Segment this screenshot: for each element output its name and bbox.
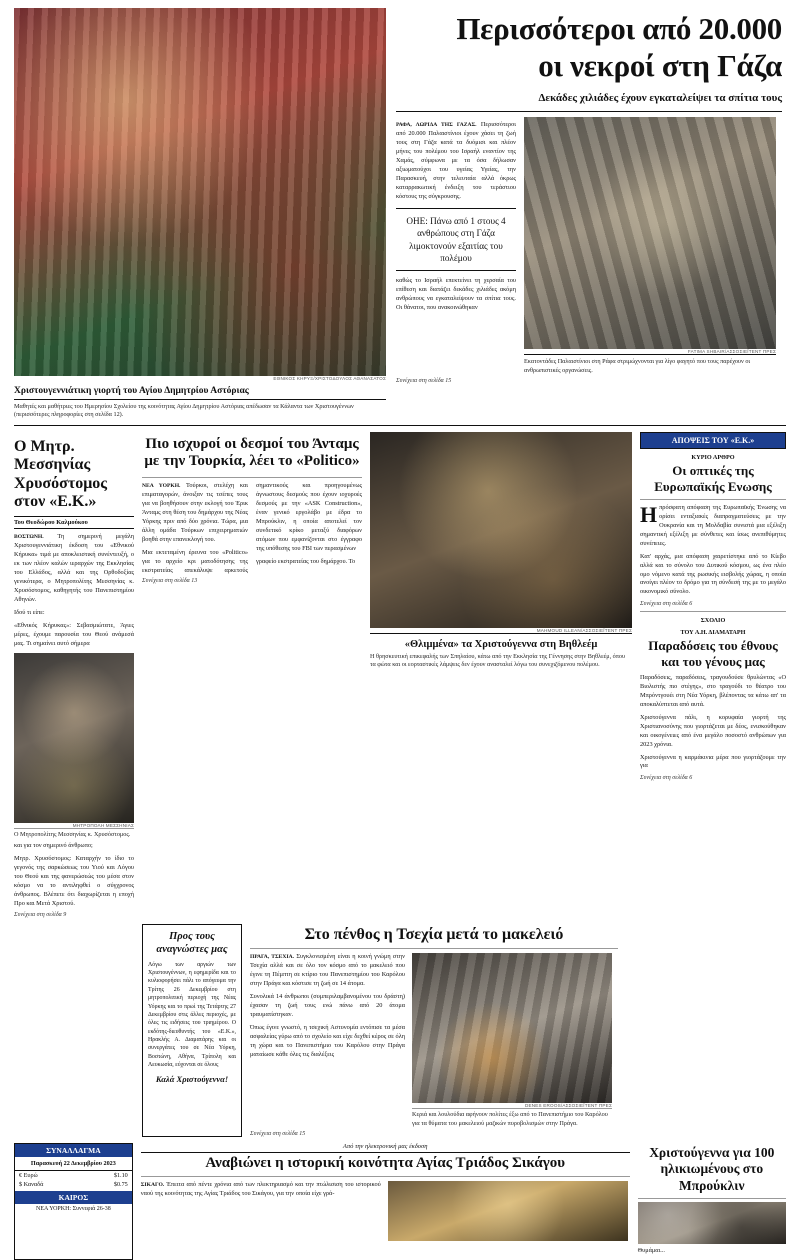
lead-subheadline: Δεκάδες χιλιάδες έχουν εγκαταλείψει τα σπίτια τους bbox=[538, 92, 782, 105]
brooklyn-photo bbox=[638, 1202, 786, 1244]
weather-text: ΝΕΑ ΥΟΡΚΗ: Συννεφιά 26-38 bbox=[36, 1206, 111, 1213]
editorial-body: Ηπρόσφατη απόφαση της Ευρωπαϊκής Ένωσης να ορίσει ενταξιακές διαπραγματεύσεις με την Ουκρανία και τη Μολδαβία συνιστά μια εξέλιξη σημαντική εξέλιξη με σύνθετες και ίσως ανεπιθύμητες συνέπειες. bbox=[640, 501, 786, 547]
lead-headline-line2: οι νεκροί στη Γάζα bbox=[538, 48, 782, 84]
prague-photo-column bbox=[412, 953, 612, 1128]
commentary-byline: ΤΟΥ Α.Η. ΔΙΑΜΑΤΑΡΗ bbox=[680, 629, 746, 637]
sikago-headline: Αναβιώνει η ιστορική κοινότητα Αγίας Τριάδος Σικάγου bbox=[205, 1155, 565, 1172]
interview-article bbox=[14, 432, 134, 919]
lead-body-1: Περισσότεροι από 20.000 Παλαιστίνιοι έχουν χάσει τη ζωή τους στη Γάζα κατά τα δυόμισι και πλέον μήνες του πολέμου του Ισραήλ εναντίον της Χαμάς, σύμφωνα με τα όσα δήλωσαν αξιωματούχοι του υγείας Υγείας, την Παρασκευή, στην τελευταία αλλά όκρως καταρρακωτική ένδειξη του τεράστιου κόστους της σύγκρουσης. bbox=[396, 121, 516, 200]
sikago-kicker: Από την ηλεκτρονική μας έκδοση bbox=[342, 1143, 428, 1151]
christmas-headline: Χριστουγεννιάτικη γιορτή του Αγίου Δημητρίου Αστόριας bbox=[14, 386, 249, 396]
christmas-photo-credit: ΕΘΝΙΚΟΣ ΚΗΡΥΞ/ΧΡΙΣΤΟΔΟΥΛΟΣ ΑΘΑΝΑΣΑΤΟΣ bbox=[273, 376, 386, 381]
sikago-photo-column bbox=[388, 1181, 628, 1241]
bethlehem-headline: «Θλιμμένα» τα Χριστούγεννα στη Βηθλεέμ bbox=[404, 638, 598, 650]
adams-body-2: Μια εκτεταμένη έρευνα του «Politico» για το αρχείο κρι ματοδότησης της εκστρατείας απεκάλυψε αρκετούς σημαντικούς και προηγουμένως άγνωστους δεσμούς που έχουν ιοχυροές δεσμούς με την «ASK Construction», έναν γενικό εργολάβο με έδρα το Μπρούκλιν, η οποία αποτελεί τον συνδετικό κρίκο μεταξύ διαφόρων ατόμων που εμφανίζονται στο έγγραφο της υπόθεσης του FBI των περασμένων bbox=[142, 482, 362, 574]
adams-headline: Πιο ισχυροί οι δεσμοί του Άνταμς με την Τουρκία, λέει το «Politico» bbox=[144, 435, 360, 470]
christmas-story-block bbox=[14, 8, 386, 420]
interview-body-3: «Εθνικός Κήρυκας»: Σεβασμιώτατε, Άγιες μέρες, έχουμε παρουσία του Θεού ανάμεσά μας. Τι σημαίνει αυτό σήμερα bbox=[14, 621, 134, 647]
bethlehem-photo-credit: MAHMOUD ILLEAN/ΑΣΣΟΣΙΕΪΤΕΝΤ ΠΡΕΣ bbox=[536, 627, 632, 633]
interview-body-5: Μητρ. Χρυσόστομος: Καταρχήν το ίδιο το γεγονός της σαρκώσεως του Υιού και Λόγου του Θεού και της φανερώσεώς του μέσα στον κόσμο να το αντιληφθεί ο σύγχρονος άνθρωπος. Βλέπετε ότι διαχωρίζεται η εποχή Προ και Μετά Χριστού. bbox=[14, 854, 134, 907]
brooklyn-article bbox=[638, 1143, 786, 1260]
sikago-text-column bbox=[141, 1181, 381, 1241]
opinions-bar-label: ΑΠΟΨΕΙΣ ΤΟΥ «Ε.Κ.» bbox=[641, 433, 785, 449]
christmas-caption: Μαθητές και μαθήτριες του Ημερησίου Σχολείου της κοινότητας Αγίου Δημητρίου Αστόριας απέδωσαν τα Κάλαντα των Χριστουγέννων (περισσότερες πληροφορίες στη σελίδα 12). bbox=[14, 403, 354, 419]
adams-body: Τούρκοι, στελέχη και επιματαγορών, άνοιξαν τις τσέπες τους για να βοηθήσουν στην εκλογή του Έρικ Άνταμς στη θέση του δημάρχου της Νέας Υόρκης πριν από δύο χρόνια. Τώρα, μια άλλη ομάδα Τούρκων επιχειρηματιών βοηθά στην επανεκλογή του. bbox=[142, 482, 249, 543]
prague-body: Συγκλονισμένη είναι η κοινή γνώμη στην Τσεχία αλλά και σε όλο τον κόσμο από το μακελειό που έγινε τη Πέμπτη σε κτίριο του Πανεπιστημίου του Καρόλου στην Πράγα και κόστισε τη ζωή σε 14 άτομα. bbox=[250, 953, 405, 988]
brooklyn-headline: Χριστούγεννα για 100 ηλικιωμένους στο Μπρούκλιν bbox=[649, 1145, 775, 1193]
opinion-box bbox=[640, 432, 786, 450]
interview-continued[interactable]: Συνέχεια στη σελίδα 9 bbox=[14, 912, 67, 919]
prague-memorial-photo bbox=[412, 953, 612, 1103]
sikago-body: Έπειτα από πέντε χρόνια από των πλεκτηριασμό και την πτώλισιση του ιστορικού ναού της κοινότητας της Αγίας Τριάδος του Σικάγου, για την οποία είχε γρά- bbox=[140, 1181, 381, 1198]
currency-label: $ Καναδά bbox=[19, 1181, 44, 1189]
top-section bbox=[14, 8, 786, 420]
interview-dateline: ΒΟΣΤΩΝΗ. bbox=[14, 534, 44, 541]
bethlehem-article bbox=[370, 432, 632, 919]
lead-text-column bbox=[396, 117, 516, 375]
editorial-continued[interactable]: Συνέχεια στη σελίδα 6 bbox=[640, 601, 693, 608]
currency-bar-label: ΣΥΝΑΛΛΑΓΜΑ bbox=[15, 1144, 132, 1157]
sikago-article bbox=[141, 1143, 630, 1260]
gaza-aid-photo bbox=[524, 117, 776, 349]
currency-box bbox=[14, 1143, 133, 1260]
adams-body-3: γραφείο εκστρατείας του δημάρχου. Το bbox=[256, 557, 356, 565]
prague-photo-credit: DENES EROOS/ΑΣΣΟΣΙΕΪΤΕΝΤ ΠΡΕΣ bbox=[524, 1103, 612, 1109]
editorial-kicker: ΚΥΡΙΟ ΑΡΘΡΟ bbox=[691, 454, 735, 462]
section-divider bbox=[14, 425, 786, 426]
lead-photo-column bbox=[524, 117, 776, 375]
weather-bar-label: ΚΑΙΡΟΣ bbox=[15, 1191, 132, 1204]
divider bbox=[14, 399, 386, 400]
commentary-kicker: ΣΧΟΛΙΟ bbox=[700, 617, 726, 625]
christmas-celebration-photo bbox=[14, 8, 386, 376]
prague-photo-caption: Κεριά και λουλούδια αφήνουν πολίτες έξω από το Πανεπιστήμιο του Καρόλου για τα θύματα του μακελειού μαζικών πυροβολισμών στην Πράγα. bbox=[412, 1111, 608, 1127]
divider bbox=[524, 354, 776, 355]
currency-label: € Ευρώ bbox=[19, 1172, 38, 1180]
spacer-left bbox=[14, 924, 134, 1137]
interview-headline: Ο Μητρ. Μεσσηνίας Χρυσόστομος στον «Ε.Κ.» bbox=[14, 437, 108, 510]
lead-continued[interactable]: Συνέχεια στη σελίδα 15 bbox=[396, 378, 452, 385]
readers-notice-box bbox=[142, 924, 242, 1137]
brooklyn-body: Θυμάμαι... bbox=[637, 1246, 666, 1254]
gaza-photo-caption: Εκατοντάδες Παλαιστίνιοι στη Ράφα στριμώχνονται για λίγο φαγητό που τους παρέχουν οι ανθρωπιστικές οργανώσεις. bbox=[524, 358, 751, 374]
currency-row bbox=[15, 1180, 132, 1189]
prague-body-2: Συνολικά 14 άνθρωποι (συμπεριλαμβανομένου του δράστη) έχασαν τη ζωή τους ενώ πάνω από 20 άτομα τραυματίστηκαν. bbox=[250, 993, 405, 1019]
bethlehem-church-photo bbox=[370, 432, 632, 628]
commentary-body-2: Χριστούγεννα πάλι, η κορυφαία γιορτή της Χριστιανοσύνης που γιορτάζεται με δέος, ενισκούθηκαν και οικογένειες από ένα μεγάλο ποσοστό ανθρώπων για 2023 χρόνια. bbox=[640, 713, 786, 748]
interview-body-2: Ιδού τι είπε: bbox=[14, 608, 45, 616]
bottom-section bbox=[14, 1143, 786, 1260]
interview-body-4: και για τον σημερινό άνθρωπο; bbox=[14, 841, 93, 849]
commentary-body-3: Χριστούγεννα η καρμάκινια μέρα που γιορτάζουμε την για bbox=[640, 753, 786, 770]
lead-story-block bbox=[396, 8, 782, 420]
lead-body-2: καθώς το Ισραήλ επεκτείνει τη χερσαία του επίθεση και διατάζει δεκάδες χιλιάδες ακόμη ανθρώπους να εγκαταλείψουν τα σπίτια τους. Οι θάνατοι, που ανακοινώθηκαν bbox=[396, 277, 516, 312]
bishop-photo-caption: Ο Μητροπολίτης Μεσσηνίας κ. Χρυσόστομος. bbox=[14, 830, 131, 838]
bethlehem-caption: Η θρησκευτική επικεφαλής των Σπηλαίου, κάτω από την Εκκλησία της Γέννησης στην Βηθλεέμ, όπου τα φώτα και οι εορταστικές λάμψεις δεν έχουν ανασταλεί λόγω του συνεχιζόμενου πολέμου. bbox=[370, 652, 626, 669]
editorial-headline: Οι οπτικές της Ευρωπαϊκής Ενωσης bbox=[654, 463, 772, 494]
bishop-photo-credit: ΜΗΤΡΟΠΟΛΗ ΜΕΣΣΗΝΙΑΣ bbox=[72, 822, 134, 828]
lead-pullquote: ΟΗΕ: Πάνω από 1 στους 4 ανθρώπους στη Γάζα λιμοκτονούν εξαιτίας του πολέμου bbox=[396, 208, 516, 272]
church-interior-photo bbox=[388, 1181, 628, 1241]
spacer-right bbox=[626, 924, 772, 1137]
adams-turkey-article bbox=[142, 432, 362, 919]
merry-christmas-text: Καλά Χριστούγεννα! bbox=[155, 1073, 229, 1084]
prague-article bbox=[250, 924, 618, 1137]
editorial-body-2: Κατ' αρχάς, μια απόφαση χαιρετίστηκε από το Κίεβο αλλά και το σύνολο του Δυτικού κόσμου, ως ένα πλέο ομο νόμενο κατά της ρωσικής εισβολής χώρας, η οποία ανοίγει πλέον το δρόμο για τη σύνδεσή της με το μεγάλο οικονομικό σύνολο. bbox=[640, 552, 786, 596]
bishop-portrait-photo bbox=[14, 653, 134, 823]
middle-section bbox=[14, 432, 786, 919]
readers-notice-body: Λόγω των αργιών των Χριστουγέννων, η εφημερίδα και το κυλιοφορήσει πάλι το απόγευμα την Τρίτης 26 Δεκεμβρίου στη μητροπολιτική περιοχή της Νέας Υόρκης και το πρωί της Τετάρτης 27 Δεκεμβρίου στις άλλες περιοχές, με όλες τις ειδήσεις του τριημέρου. Ο εκδότης-διευθυντής του «Ε.Κ.», Ηρακλής Α. Διαματάρης και οι συνεργάτες του σε Νέα Υόρκη, Βοστώνη, Αθήνα, Τρίπολη και Λευκωσία, εύχονται σε όλους bbox=[148, 961, 236, 1069]
sikago-dateline: ΣΙΚΑΓΟ. bbox=[140, 1182, 165, 1189]
prague-text-column bbox=[250, 953, 405, 1128]
currency-row bbox=[15, 1171, 132, 1180]
adams-dateline: ΝΕΑ ΥΟΡΚΗ. bbox=[142, 483, 181, 490]
currency-value: $1.10 bbox=[113, 1172, 128, 1180]
lower-section bbox=[14, 924, 786, 1137]
prague-continued[interactable]: Συνέχεια στη σελίδα 15 bbox=[250, 1131, 306, 1138]
commentary-continued[interactable]: Συνέχεια στη σελίδα 6 bbox=[640, 775, 693, 782]
gaza-photo-credit: FATIMA SHBAIR/ΑΣΣΟΣΙΕΪΤΕΝΤ ΠΡΕΣ bbox=[687, 349, 776, 355]
prague-body-3: Όπως έγινε γνωστό, η τσεχική Αστυνομία εντόπισε τα μέσα ασφαλείας γύρω από το σχολείο και είχε δεχθεί κέρος σε όλη τη χώρα και το Πανεπιστήμιο του Καρόλου στην Πράγα ματαίωσε κάθε όλες τις διαλέξεις bbox=[250, 1024, 405, 1058]
adams-continued[interactable]: Συνέχεια στη σελίδα 13 bbox=[142, 578, 198, 585]
currency-value: $0.75 bbox=[113, 1181, 128, 1189]
interview-byline: Του Θεοδώρου Καλμούκου bbox=[14, 516, 134, 529]
issue-date: Παρασκευή 22 Δεκεμβρίου 2023 bbox=[15, 1157, 132, 1171]
divider bbox=[396, 111, 782, 112]
commentary-headline: Παραδόσεις του έθνους και του γένους μας bbox=[648, 638, 778, 669]
prague-dateline: ΠΡΑΓΑ, ΤΣΕΧΙΑ. bbox=[250, 954, 295, 961]
readers-notice-headline: Προς τους αναγνώστες μας bbox=[156, 931, 228, 956]
opinions-column bbox=[640, 432, 786, 919]
commentary-body: Παραδόσεις, παραδόσεις, τραγουδούσε θρυλώντας «Ο Βιολιστής πιο στέγης», στο τραγούδι το θέατρο του Μπρόντγουέι στη Νέα Υόρκη, βλέποντας τα κάτω απ' τα αποκαλύπτεται από αυτά. bbox=[640, 674, 786, 708]
lead-headline-line1: Περισσότεροι από 20.000 bbox=[456, 11, 782, 46]
interview-body: Τη σημερινή μεγάλη Χριστουγεννιάτικη έκδοση του «Εθνικού Κήρυκα» τιμά με αποκλειστική συνέντευξή, ο εκ των πλέον καλών ιεραρχών της Εκκλησίας του Ελλάδος, αλλά και της Ορθοδοξίας γενικότερα, ο Μητροπολίτης Μεσσηνίας κ. Χρυσόστομος, καθηγητής του Πανεπιστημίου Αθηνών. bbox=[14, 533, 134, 603]
lead-dateline: ΡΑΦΑ, ΛΩΡΙΔΑ ΤΗΣ ΓΑΖΑΣ. bbox=[396, 122, 477, 129]
prague-headline: Στο πένθος η Τσεχία μετά το μακελειό bbox=[304, 926, 564, 944]
